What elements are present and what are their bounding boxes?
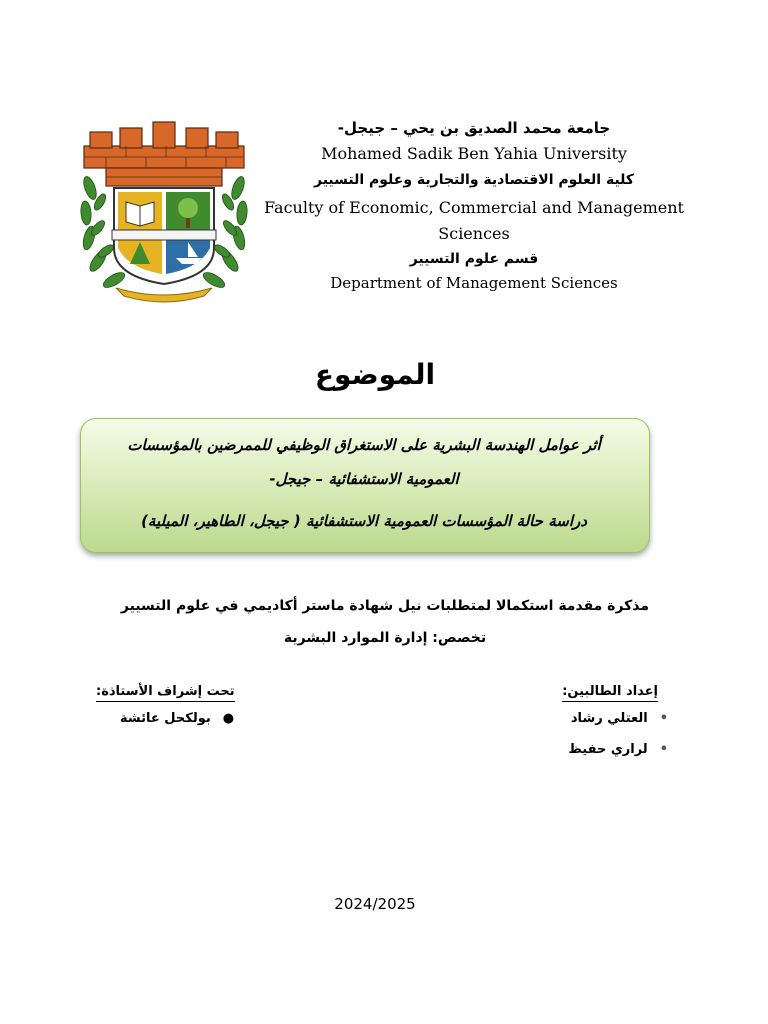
thesis-title-line-2: العمومية الاستشفائية – جيجل- bbox=[269, 470, 459, 488]
university-crest-icon bbox=[76, 118, 252, 304]
student-name: العتلي رشاد bbox=[570, 711, 648, 726]
supervisor-heading: تحت إشراف الأستاذة: bbox=[96, 684, 235, 702]
student-name: لراري حفيظ bbox=[568, 742, 648, 757]
topic-label: الموضوع bbox=[314, 358, 436, 391]
faculty-name-arabic: كلية العلوم الاقتصادية والتجارية وعلوم التسيير bbox=[313, 172, 635, 188]
students-heading: إعداد الطالبين: bbox=[562, 684, 658, 702]
supervisor-list-item bbox=[120, 711, 234, 726]
department-name-arabic: قسم علوم التسيير bbox=[409, 251, 539, 267]
faculty-name-english: Faculty of Economic, Commercial and Management Sciences bbox=[264, 198, 684, 243]
memo-description: مذكرة مقدمة استكمالا لمتطلبات نيل شهادة ماستر أكاديمي في علوم التسيير bbox=[120, 598, 650, 614]
supervisor-name: بولكحل عائشة bbox=[120, 711, 211, 726]
thesis-title-line-1: أثر عوامل الهندسة البشرية على الاستغراق الوظيفي للممرضين بالمؤسسات bbox=[127, 436, 601, 454]
bullet-dot-icon: • bbox=[659, 742, 668, 757]
student-list-item bbox=[568, 742, 668, 757]
thesis-subtitle: دراسة حالة المؤسسات العمومية الاستشفائية ( جيجل، الطاهير، الميلية) bbox=[141, 512, 587, 530]
specialty: تخصص: إدارة الموارد البشرية bbox=[283, 630, 487, 646]
department-name-english: Department of Management Sciences bbox=[330, 274, 618, 292]
university-name-arabic: جامعة محمد الصديق بن يحي – جيجل- bbox=[337, 119, 611, 137]
bullet-dot-icon: • bbox=[659, 711, 668, 726]
student-list-item bbox=[571, 711, 668, 726]
bullet-dot-icon: ● bbox=[222, 711, 235, 726]
university-name-english: Mohamed Sadik Ben Yahia University bbox=[321, 144, 627, 163]
academic-year: 2024/2025 bbox=[334, 895, 416, 913]
